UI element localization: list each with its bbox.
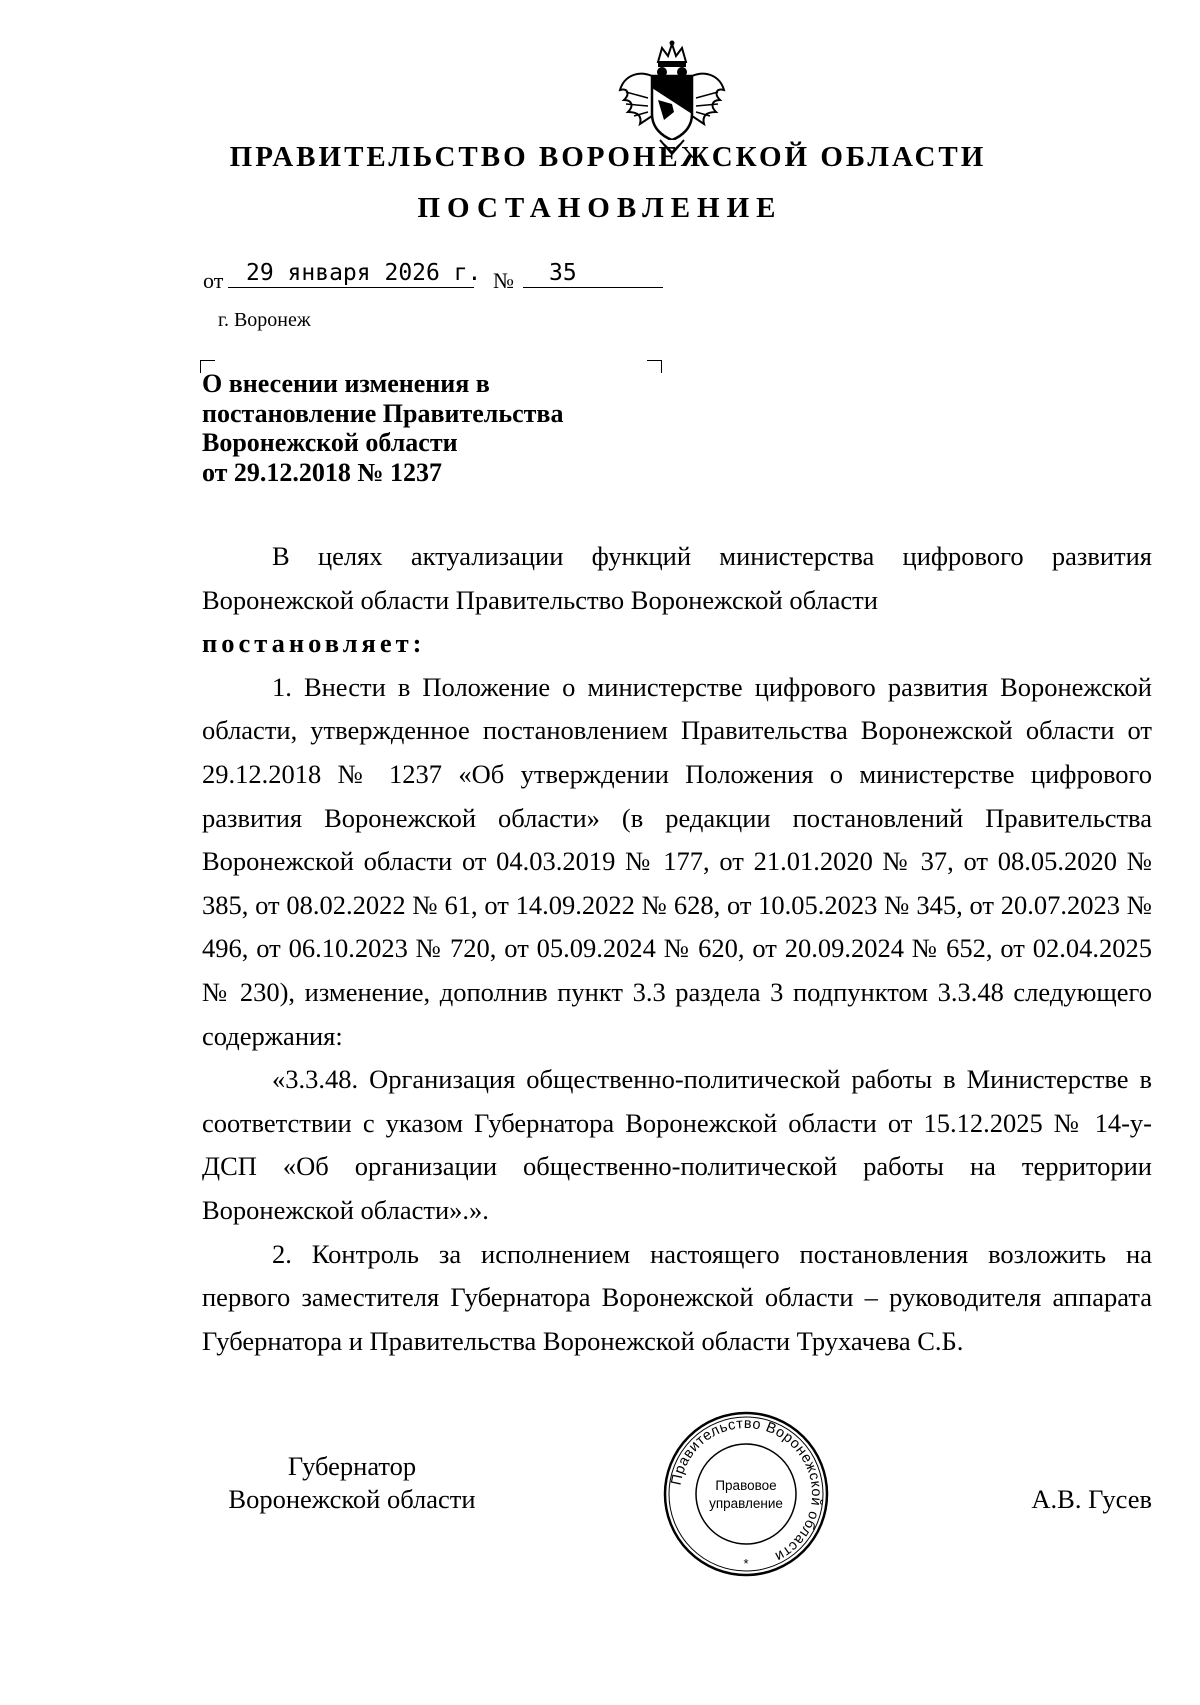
seal-star: *	[743, 1556, 749, 1571]
seal-inner-text-line: Правовое	[715, 1478, 777, 1493]
item-1-paragraph: 1. Внести в Положение о министерстве цифрового развития Воронежской области, утвержденное постановлением Правительства Воронежской области от 29.12.2018 № 1237 «Об утверждении Положения о министерстве цифрового развития Воронежской области» (в редакции постановлений Правительства Воронежской области от 04.03.2019 № 177, от 21.01.2020 № 37, от 08.05.2020 № 385, от 08.02.2022 № 61, от 14.09.2022 № 628, от 10.05.2023 № 345, от 20.07.2023 № 496, от 06.10.2023 № 720, от 05.09.2024 № 620, от 20.09.2024 № 652, от 02.04.2025 № 230), изменение, дополнив пункт 3.3 раздела 3 подпунктом 3.3.48 следующего содержания:	[202, 671, 1152, 1051]
document-type-title: ПОСТАНОВЛЕНИЕ	[417, 192, 783, 224]
subject-line: Воронежской области	[202, 428, 458, 457]
signatory-position	[202, 1450, 502, 1516]
number-label: №	[493, 268, 514, 293]
signatory-position-line: Губернатор	[287, 1451, 417, 1481]
resolves-word: постановляет:	[202, 628, 426, 659]
signatory-name: А.В. Гусев	[1031, 1484, 1152, 1514]
subject-line: от 29.12.2018 № 1237	[202, 457, 443, 487]
date-prefix: от	[203, 268, 224, 293]
document-subject	[202, 369, 702, 487]
organization-title: ПРАВИТЕЛЬСТВО ВОРОНЕЖСКОЙ ОБЛАСТИ	[229, 141, 987, 173]
registration-line	[203, 258, 683, 292]
signatory-position-line: Воронежской области	[228, 1484, 476, 1514]
preamble-paragraph: В целях актуализации функций министерства цифрового развития Воронежской области Правительство Воронежской области	[202, 541, 1152, 615]
city-name: г. Воронеж	[218, 309, 311, 331]
subject-line: постановление Правительства	[202, 398, 564, 428]
official-seal-stamp	[662, 1410, 830, 1578]
quoted-subitem-paragraph: «3.3.48. Организация общественно-политической работы в Министерстве в соответствии с указом Губернатора Воронежской области от 15.12.2025 № 14-у-ДСП «Об организации общественно-политической работы на территории Воронежской области».».	[202, 1064, 1152, 1225]
document-body	[202, 535, 1152, 1363]
item-2-paragraph: 2. Контроль за исполнением настоящего постановления возложить на первого заместителя Губернатора Воронежской области – руководителя аппарата Губернатора и Правительства Воронежской области Трухачева С.Б.	[202, 1238, 1152, 1356]
seal-inner-text-line: управление	[709, 1496, 783, 1511]
subject-line: О внесении изменения в	[202, 369, 490, 398]
document-date: 29 января 2026 г.	[228, 258, 474, 288]
document-number: 35	[523, 258, 663, 288]
seal-outer-text: Правительство Воронежской области	[668, 1415, 825, 1565]
